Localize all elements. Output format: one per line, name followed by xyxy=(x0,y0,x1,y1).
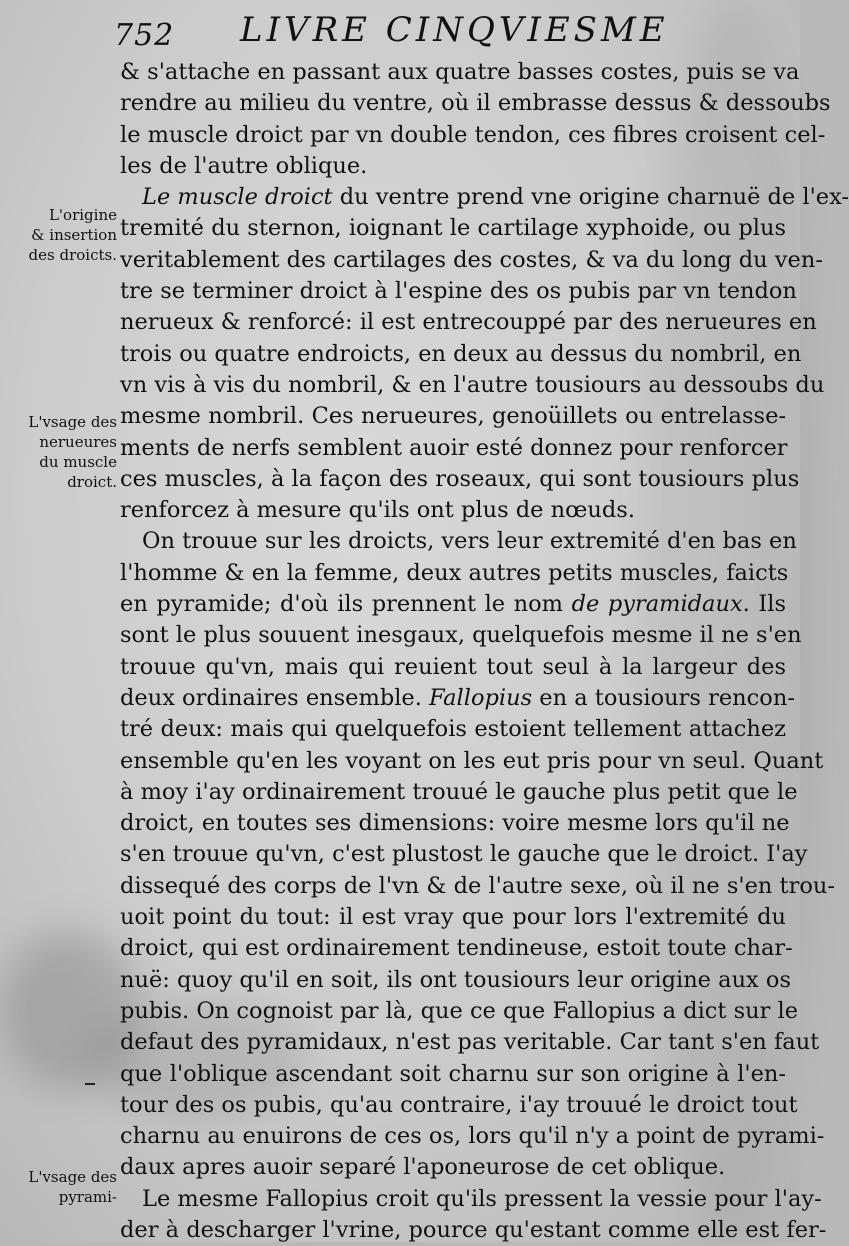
italic-term: Fallopius xyxy=(429,684,533,711)
text-line: deux ordinaires ensemble. Fallopius en a tousiours rencon- xyxy=(120,684,795,711)
text-line: sont le plus souuent inesgaux, quelquefois mesme il ne s'en xyxy=(120,622,802,649)
text-line: tour des os pubis, qu'au contraire, i'ay trouué le droict tout xyxy=(120,1091,798,1118)
text-line: charnu au enuirons de ces os, lors qu'il n'y a point de pyrami- xyxy=(120,1123,825,1150)
text-line: tre se terminer droict à l'espine des os pubis par vn tendon xyxy=(120,278,797,305)
margin-note-line: & insertion xyxy=(31,226,117,244)
italic-term: de pyramidaux xyxy=(571,591,743,618)
text-line: le muscle droict par vn double tendon, ces fibres croisent cel- xyxy=(120,121,826,148)
page-number: 752 xyxy=(114,18,175,53)
text-line: nuë: quoy qu'il en soit, ils ont tousiours leur origine aux os xyxy=(120,966,791,993)
text-line: Le mesme Fallopius croit qu'ils pressent la vessie pour l'ay- xyxy=(142,1185,822,1212)
margin-note-line: des droicts. xyxy=(28,246,117,264)
text-line: l'homme & en la femme, deux autres petits muscles, faicts xyxy=(120,559,789,586)
text-line: s'en trouue qu'vn, c'est plustost le gauche que le droict. I'ay xyxy=(120,841,808,868)
text-line: der à descharger l'vrine, pource qu'estant comme elle est fer- xyxy=(120,1216,827,1243)
margin-note-line: nerueures xyxy=(39,433,117,451)
margin-note-vsage-pyramidaux xyxy=(12,1167,117,1207)
text-line: nerueux & renforcé: il est entrecouppé par des nerueures en xyxy=(120,309,817,336)
text-line: & s'attache en passant aux quatre basses costes, puis se va xyxy=(120,59,800,85)
text-line: en pyramide; d'où ils prennent le nom de pyramidaux. Ils xyxy=(120,591,786,618)
margin-note-line: du muscle xyxy=(39,453,117,471)
text-line: Le muscle droict du ventre prend vne origine charnuë de l'ex- xyxy=(142,184,849,211)
text-line: pubis. On cognoist par là, que ce que Fallopius a dict sur le xyxy=(120,997,799,1024)
text-line: tré deux: mais qui quelquefois estoient tellement attachez xyxy=(120,716,786,743)
text-line: ments de nerfs semblent auoir esté donnez pour renforcer xyxy=(120,434,788,461)
margin-note-line: L'origine xyxy=(48,206,117,224)
margin-note-line: pyrami- xyxy=(58,1188,117,1206)
text-line: ces muscles, à la façon des roseaux, qui sont tousiours plus xyxy=(120,465,800,492)
text-line: trois ou quatre endroicts, en deux au dessus du nombril, en xyxy=(120,340,802,367)
text-line: dissequé des corps de l'vn & de l'autre sexe, où il ne s'en trou- xyxy=(120,872,835,899)
margin-note-origine xyxy=(12,205,117,265)
margin-dash xyxy=(85,1083,95,1085)
margin-note-line: L'vsage des xyxy=(28,413,117,431)
text-line: vn vis à vis du nombril, & en l'autre tousiours au dessoubs du xyxy=(120,371,825,398)
text-line: rendre au milieu du ventre, où il embrasse dessus & dessoubs xyxy=(120,90,831,117)
text-line: droict, qui est ordinairement tendineuse, estoit toute char- xyxy=(120,935,793,962)
text-line: daux apres auoir separé l'aponeurose de cet oblique. xyxy=(120,1154,726,1181)
text-line: On trouue sur les droicts, vers leur extremité d'en bas en xyxy=(142,528,797,555)
text-line: les de l'autre oblique. xyxy=(120,152,368,179)
text-line: uoit point du tout: il est vray que pour lors l'extremité du xyxy=(120,904,786,931)
page-header xyxy=(112,8,802,52)
main-text xyxy=(120,57,849,1246)
text-line: defaut des pyramidaux, n'est pas veritable. Car tant s'en faut xyxy=(120,1029,820,1056)
text-line: renforcez à mesure qu'ils ont plus de nœuds. xyxy=(120,497,635,524)
margin-note-line: droict. xyxy=(67,473,117,491)
margin-note-line: L'vsage des xyxy=(28,1168,117,1186)
text-line: que l'oblique ascendant soit charnu sur son origine à l'en- xyxy=(120,1060,786,1087)
text-line: tremité du sternon, ioignant le cartilage xyphoide, ou plus xyxy=(120,215,786,242)
italic-term: Le muscle droict xyxy=(142,184,333,211)
text-line: veritablement des cartilages des costes, & va du long du ven- xyxy=(120,246,823,273)
running-title: LIVRE CINQVIESME xyxy=(240,10,669,50)
text-line: ensemble qu'en les voyant on les eut pris pour vn seul. Quant xyxy=(120,747,824,774)
text-line: mesme nombril. Ces nerueures, genoüillets ou entrelasse- xyxy=(120,403,786,430)
text-line: à moy i'ay ordinairement trouué le gauche plus petit que le xyxy=(120,778,798,805)
margin-note-vsage-nerueures xyxy=(12,412,117,492)
text-line: droict, en toutes ses dimensions: voire mesme lors qu'il ne xyxy=(120,810,790,837)
text-line: trouue qu'vn, mais qui reuient tout seul à la largeur des xyxy=(120,653,786,680)
